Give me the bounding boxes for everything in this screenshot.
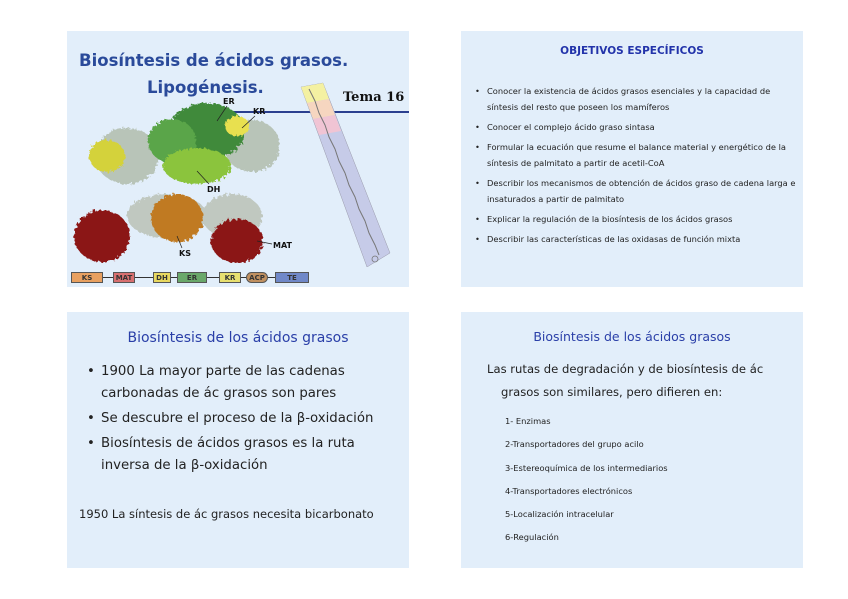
tema-label: Tema 16 (343, 90, 405, 105)
list-item: • Explicar la regulación de la biosíntesis de los ácidos grasos (475, 211, 797, 227)
list-item: • 1900 La mayor parte de las cadenas carbonadas de ác grasos son pares (87, 361, 402, 405)
domain-ks: KS (71, 272, 103, 283)
label-mat: MAT (273, 241, 292, 250)
list-item: 4-Transportadores electrónicos (505, 485, 633, 496)
slide-2 (461, 31, 803, 287)
intro-line-1: Las rutas de degradación y de biosíntesis de ác (487, 362, 764, 376)
list-item: 6-Regulación (505, 532, 559, 543)
domain-kr: KR (219, 272, 241, 283)
list-item: • Describir los mecanismos de obtención de ácidos graso de cadena larga e insaturados a partir de palmitato (475, 175, 797, 207)
slide-4 (461, 312, 803, 568)
label-dh: DH (207, 185, 221, 194)
slide-1-title-line-1: Biosíntesis de ácidos grasos. (79, 51, 349, 70)
domain-bar (71, 272, 311, 284)
domain-mat: MAT (113, 272, 135, 283)
slide-2-title: OBJETIVOS ESPECÍFICOS (560, 45, 704, 57)
acyl-chain-image (295, 77, 395, 267)
list-item: • Conocer la existencia de ácidos grasos esenciales y la capacidad de síntesis del resto que poseen los mamíferos (475, 83, 797, 115)
label-er: ER (223, 97, 235, 106)
slide-4-intro (487, 358, 787, 404)
list-item: 1- Enzimas (505, 416, 551, 426)
list-item: 2-Transportadores del grupo acilo (505, 439, 644, 450)
slide-3-footer: 1950 La síntesis de ác grasos necesita bicarbonato (79, 507, 374, 521)
list-item: • Biosíntesis de ácidos grasos es la ruta inversa de la β-oxidación (87, 433, 402, 477)
list-item: 3-Estereoquímica de los intermediarios (505, 462, 668, 473)
history-list (87, 361, 402, 480)
list-item: 5-Localización intracelular (505, 509, 614, 520)
fatty-acid-synthase-structure-image (67, 86, 297, 271)
list-item: • Conocer el complejo ácido graso sintasa (475, 119, 797, 135)
domain-acp: ACP (246, 272, 268, 283)
domain-er: ER (177, 272, 207, 283)
differences-list (505, 410, 668, 550)
slide-3-title: Biosíntesis de los ácidos grasos (127, 330, 349, 346)
slide-1-title-line-2: Lipogénesis. (147, 78, 264, 97)
label-kr: KR (253, 107, 266, 116)
domain-dh: DH (153, 272, 171, 283)
objectives-list (475, 83, 797, 251)
list-item: • Se descubre el proceso de la β-oxidación (87, 408, 402, 430)
domain-te: TE (275, 272, 309, 283)
slide-4-title: Biosíntesis de los ácidos grasos (533, 329, 731, 344)
slide-3 (67, 312, 409, 568)
label-ks: KS (179, 249, 191, 258)
intro-line-2: grasos son similares, pero difieren en: (501, 385, 723, 399)
slide-1 (67, 31, 409, 287)
list-item: • Describir las características de las oxidasas de función mixta (475, 231, 797, 247)
list-item: • Formular la ecuación que resume el balance material y energético de la síntesis de palmitato a partir de acetil-CoA (475, 139, 797, 171)
